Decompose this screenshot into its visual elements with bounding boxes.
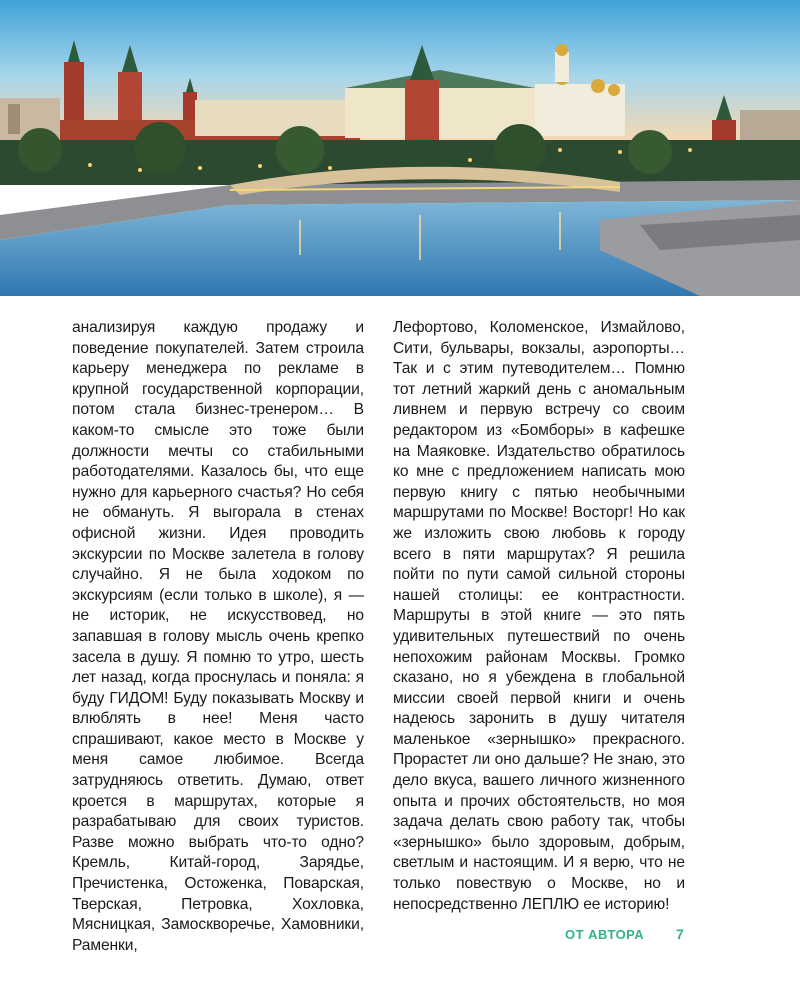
text-column-right [393, 318, 685, 915]
body-paragraph-left: анализируя каждую продажу и поведение покупателей. Затем строила карьеру менеджера по рекламе в крупной государственной корпорации, потом стала бизнес-тренером… В каком-то смысле это тоже были должности мечты со стабильными работодателями. Казалось бы, что еще нужно для карьерного счастья? Но себя не обмануть. Я выгорала в стенах офисной жизни. Идея проводить экскурсии по Москве залетела в голову случайно. Я не была ходоком по экскурсиям (если только в школе), я — не историк, не искусствовед, но запавшая в голову мысль очень крепко засела в душу. Я помню то утро, шесть лет назад, когда проснулась и поняла: я буду ГИДОМ! Буду показывать Москву и влюблять в нее! Меня часто спрашивают, какое место в Москве у меня самое любимое. Всегда затрудняюсь ответить. Думаю, ответ кроется в маршрутах, которые я разрабатываю для своих туристов. Разве можно выбрать что-то одно? Кремль, Китай-город, Зарядье, Пречистенка, Остоженка, Поварская, Тверская, Петровка, Хохловка, Мясницкая, Замоскворечье, Хамовники, Раменки, [72, 319, 364, 954]
text-column-left [72, 318, 364, 956]
header-photo [0, 0, 800, 296]
kremlin-panorama-image [0, 0, 800, 296]
section-label: ОТ АВТОРА [565, 927, 645, 942]
body-paragraph-right: Лефортово, Коломенское, Измайлово, Сити, бульвары, вокзалы, аэропорты… Так и с этим путеводителем… Помню тот летний жаркий день с аномальным ливнем и первую встречу со своим редактором из «Бомборы» в кафешке на Маяковке. Издательство обратилось ко мне с предложением написать мою первую книгу с пятью необычными маршрутами по Москве! Восторг! Но как же изложить свою любовь к городу всего в пяти маршрутах? Я решила пойти по пути самой сильной стороны нашей столицы: ее контрастности. Маршруты в этой книге — это пять удивительных путешествий по очень непохожим районам Москвы. Громко сказано, но я убеждена в глобальной миссии своей первой книги и очень надеюсь заронить в душу читателя маленькое «зернышко» прекрасного. Прорастет ли оно дальше? Не знаю, это дело вкуса, вашего личного жизненного опыта и прочих обстоятельств, но моя задача делать свою работу так, чтобы «зернышко» было здоровым, добрым, светлым и настоящим. И я верю, что не только повествую о Москве, но и непосредственно ЛЕПЛЮ ее историю! [393, 319, 685, 913]
page-number: 7 [676, 926, 684, 942]
